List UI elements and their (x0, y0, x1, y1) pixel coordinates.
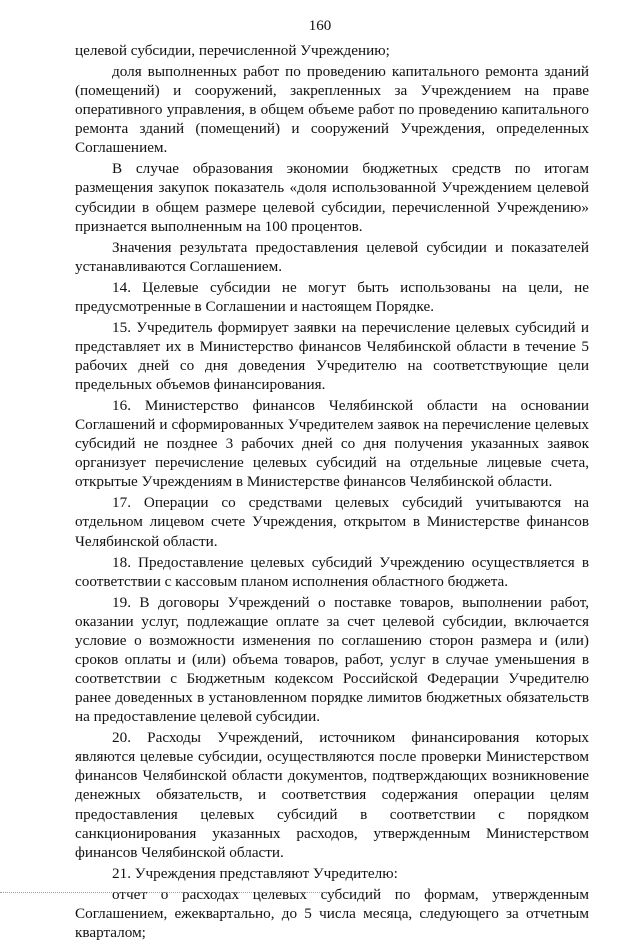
document-body (75, 41, 589, 944)
paragraph-item-17: 17. Операции со средствами целевых субсидий учитываются на отдельном лицевом счете Учреждения, открытом в Министерстве финансов Челябинской области. (75, 494, 589, 550)
paragraph-repair-share: доля выполненных работ по проведению капитального ремонта зданий (помещений) и сооружений, закрепленных за Учреждением на праве оперативного управления, в общем объеме работ по проведению капитального ремонта зданий (помещений) и сооружений Учреждения, определенных Соглашением. (75, 62, 589, 157)
paragraph-item-15: 15. Учредитель формирует заявки на перечисление целевых субсидий и представляет их в Министерство финансов Челябинской области в течение 5 рабочих дней со дня доведения Учредителю на соответствующие цели предельных объемов финансирования. (75, 318, 589, 394)
paragraph-savings: В случае образования экономии бюджетных средств по итогам размещения закупок показатель «доля использованной Учреждением целевой субсидии в общем размере целевой субсидии, перечисленной Учреждению» признается выполненным на 100 процентов. (75, 160, 589, 235)
paragraph-item-18: 18. Предоставление целевых субсидий Учреждению осуществляется в соответствии с кассовым планом исполнения областного бюджета. (75, 553, 589, 590)
paragraph-item-19: 19. В договоры Учреждений о поставке товаров, выполнении работ, оказании услуг, подлежащие оплате за счет целевой субсидии, включается условие о возможности изменения по соглашению сторон размера и (или) сроков оплаты и (или) объема товаров, работ, услуг в случае уменьшения в соответствии с Бюджетным кодексом Российской Федерации Учредителю ранее доведенных в установленном порядке лимитов бюджетных обязательств на предоставление целевой субсидии. (75, 593, 589, 726)
paragraph-continuation: целевой субсидии, перечисленной Учреждению; (75, 42, 390, 59)
footer-dotted-rule (0, 892, 330, 893)
paragraph-report: отчет о расходах целевых субсидий по формам, утвержденным Соглашением, ежеквартально, до 5 числа месяца, следующего за отчетным кварталом; (75, 885, 589, 941)
paragraph-item-16: 16. Министерство финансов Челябинской области на основании Соглашений и сформированных Учредителем заявок на перечисление целевых субсидий не позднее 3 рабочих дней со дня получения указанных заявок организует перечисление целевых субсидий на отдельные лицевые счета, открытые Учреждениям в Министерстве финансов Челябинской области. (75, 397, 589, 491)
page-number: 160 (308, 18, 332, 34)
paragraph-item-21: 21. Учреждения представляют Учредителю: (112, 864, 398, 882)
paragraph-item-14: 14. Целевые субсидии не могут быть использованы на цели, не предусмотренные в Соглашении и настоящем Порядке. (75, 278, 589, 315)
paragraph-item-20: 20. Расходы Учреждений, источником финансирования которых являются целевые субсидии, осуществляются после проверки Министерством финансов Челябинской области документов, подтверждающих возникновение денежных обязательств, и соответствия содержания операции целям предоставления целевых субсидий в соответствии с порядком санкционирования указанных расходов, утвержденным Министерством финансов Челябинской области. (75, 729, 589, 861)
paragraph-result-values: Значения результата предоставления целевой субсидии и показателей устанавливаются Соглашением. (75, 238, 589, 275)
